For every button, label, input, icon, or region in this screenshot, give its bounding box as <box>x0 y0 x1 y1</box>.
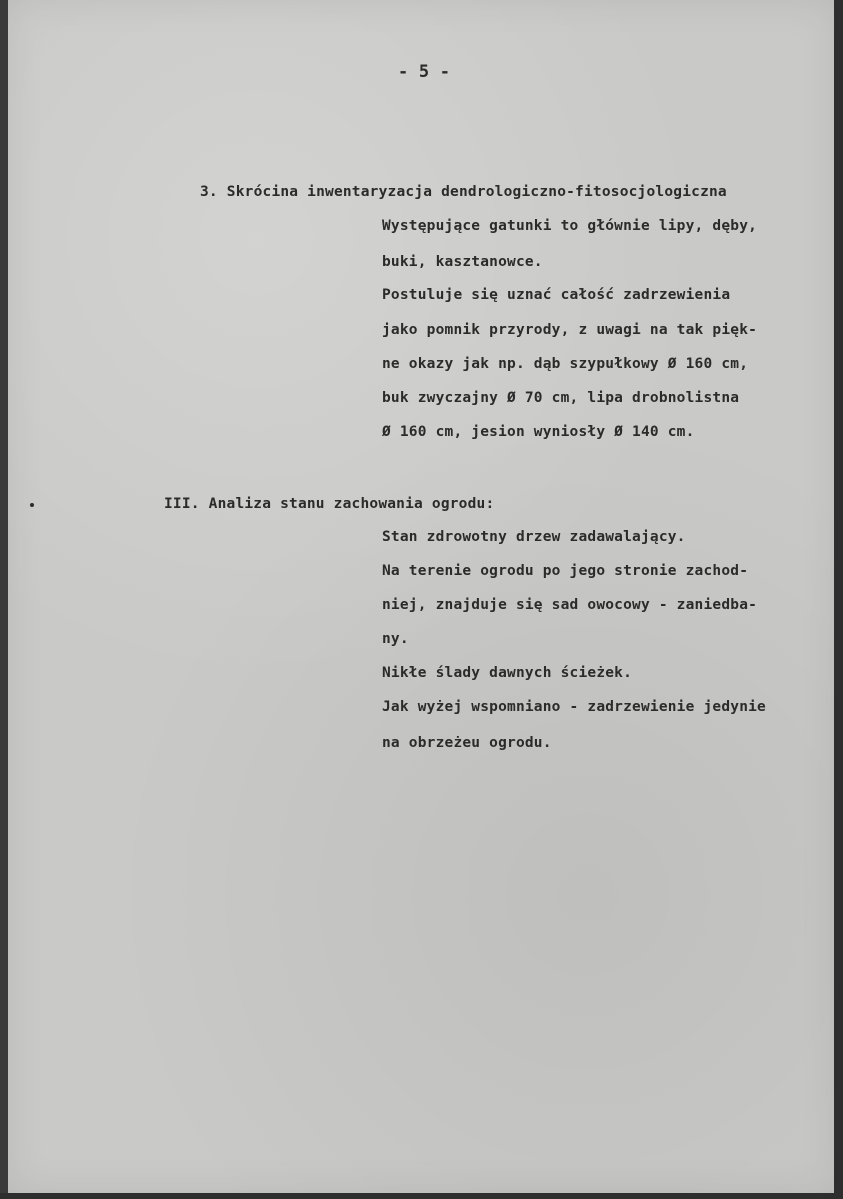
section-III-line: Nikłe ślady dawnych ścieżek. <box>382 665 633 681</box>
section-III-line: Jak wyżej wspomniano - zadrzewienie jedynie <box>382 699 766 715</box>
section-III-line: ny. <box>382 631 409 647</box>
section-3-line: jako pomnik przyrody, z uwagi na tak pięk- <box>382 322 758 338</box>
section-3-line: Występujące gatunki to głównie lipy, dęby, <box>382 218 758 234</box>
section-3-line: buki, kasztanowce. <box>382 254 543 270</box>
margin-mark <box>30 503 34 507</box>
section-3-line: Ø 160 cm, jesion wyniosły Ø 140 cm. <box>382 424 695 440</box>
section-3-line: Postuluje się uznać całość zadrzewienia <box>382 287 731 303</box>
section-III-line: Stan zdrowotny drzew zadawalający. <box>382 529 686 545</box>
scan-bottom-border <box>0 1193 843 1199</box>
section-III-line: niej, znajduje się sad owocowy - zaniedba- <box>382 597 758 613</box>
scan-right-border <box>834 0 843 1199</box>
section-III-line: Na terenie ogrodu po jego stronie zachod- <box>382 563 749 579</box>
section-III-heading: III. Analiza stanu zachowania ogrodu: <box>164 496 495 512</box>
section-3-line: buk zwyczajny Ø 70 cm, lipa drobnolistna <box>382 390 740 406</box>
section-III-line: na obrzeżeu ogrodu. <box>382 735 552 751</box>
section-3-heading: 3. Skrócina inwentaryzacja dendrologiczno-fitosocjologiczna <box>200 184 727 200</box>
page-number: - 5 - <box>398 62 451 82</box>
scan-left-border <box>0 0 8 1199</box>
section-3-line: ne okazy jak np. dąb szypułkowy Ø 160 cm, <box>382 356 749 372</box>
